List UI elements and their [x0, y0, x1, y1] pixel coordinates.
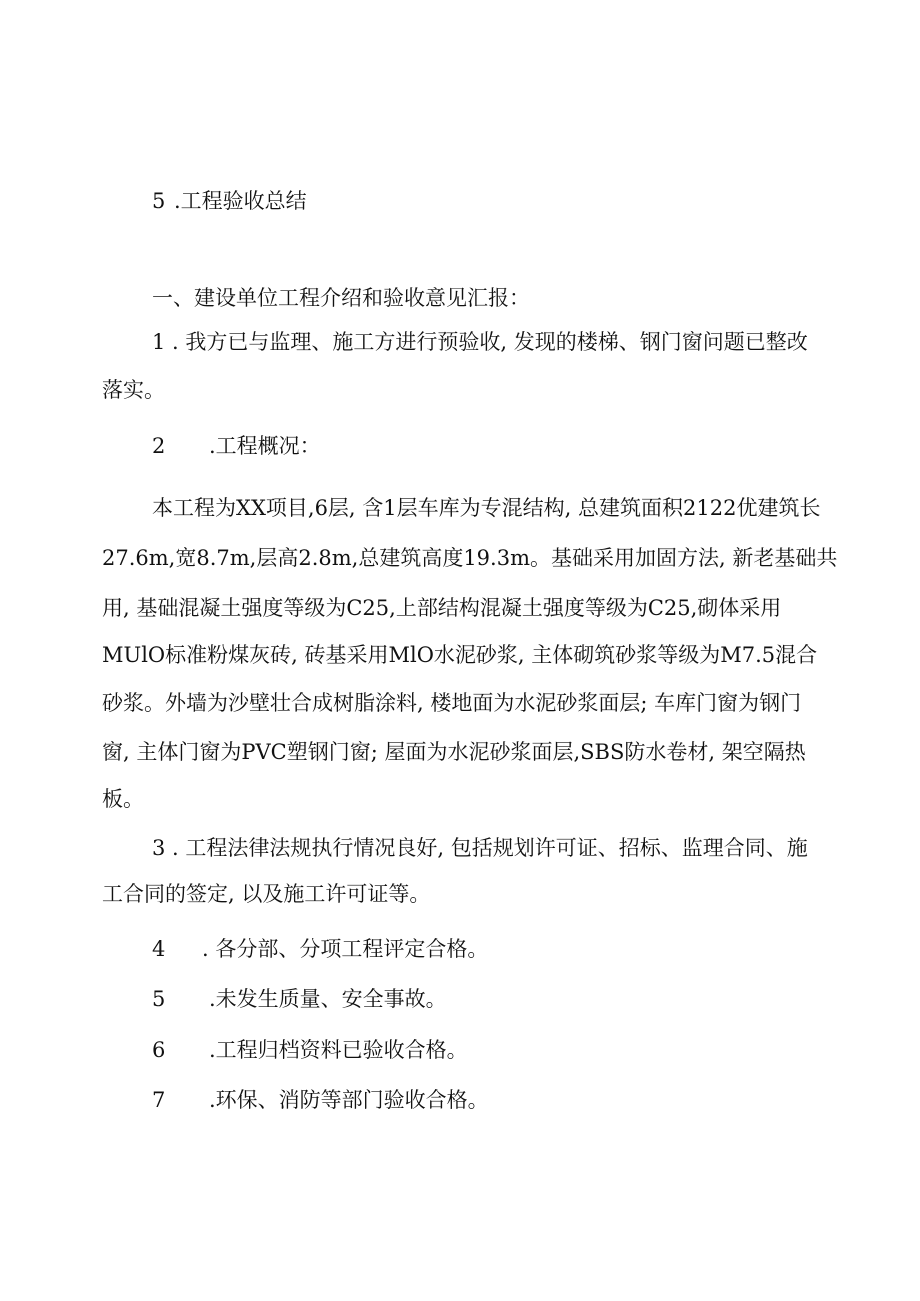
- item-6-text: .工程归档资料已验收合格。: [209, 1038, 468, 1062]
- item-5-text: .未发生质量、安全事故。: [209, 987, 447, 1011]
- heading-number: 5: [152, 189, 166, 213]
- overview-line-5: 砂浆。外墙为沙壁壮合成树脂涂料, 楼地面为水泥砂浆面层; 车库门窗为钢门: [102, 691, 802, 715]
- item-6: [152, 1035, 468, 1065]
- item-4-text: . 各分部、分项工程评定合格。: [202, 937, 489, 961]
- item-2: [152, 431, 321, 461]
- item-5: [152, 984, 447, 1014]
- item-6-number: 6: [152, 1038, 166, 1062]
- item-2-number: 2: [152, 434, 166, 458]
- item-4-number: 4: [152, 937, 166, 961]
- overview-line-2: 27.6m,宽8.7m,层高2.8m,总建筑高度19.3m。基础采用加固方法, 新老基础共: [102, 546, 838, 570]
- overview-line-3: 用, 基础混凝土强度等级为C25,上部结构混凝土强度等级为C25,砌体采用: [102, 596, 782, 620]
- item-1-line-1: 1 . 我方已与监理、施工方进行预验收, 发现的楼梯、钢门窗问题已整改: [152, 330, 808, 354]
- item-3-line-1: 3 . 工程法律法规执行情况良好, 包括规划许可证、招标、监理合同、施: [152, 836, 808, 860]
- overview-line-1: 本工程为XX项目,6层, 含1层车库为专混结构, 总建筑面积2122优建筑长: [152, 496, 821, 520]
- section-heading: [152, 186, 307, 216]
- item-2-text: .工程概况：: [209, 434, 321, 458]
- overview-line-7: 板。: [102, 787, 144, 811]
- overview-line-6: 窗, 主体门窗为PVC塑钢门窗; 屋面为水泥砂浆面层,SBS防水卷材, 架空隔热: [102, 740, 806, 764]
- item-7-text: .环保、消防等部门验收合格。: [209, 1088, 489, 1112]
- item-5-number: 5: [152, 987, 166, 1011]
- item-7-number: 7: [152, 1088, 166, 1112]
- section-title: 一、建设单位工程介绍和验收意见汇报：: [152, 286, 530, 310]
- item-4: [152, 934, 488, 964]
- heading-text: .工程验收总结: [174, 189, 307, 213]
- item-3-line-2: 工合同的签定, 以及施工许可证等。: [102, 882, 431, 906]
- item-1-line-2: 落实。: [102, 378, 165, 402]
- item-7: [152, 1085, 489, 1115]
- overview-line-4: MUlO标准粉煤灰砖, 砖基采用MlO水泥砂浆, 主体砌筑砂浆等级为M7.5混合: [102, 643, 818, 667]
